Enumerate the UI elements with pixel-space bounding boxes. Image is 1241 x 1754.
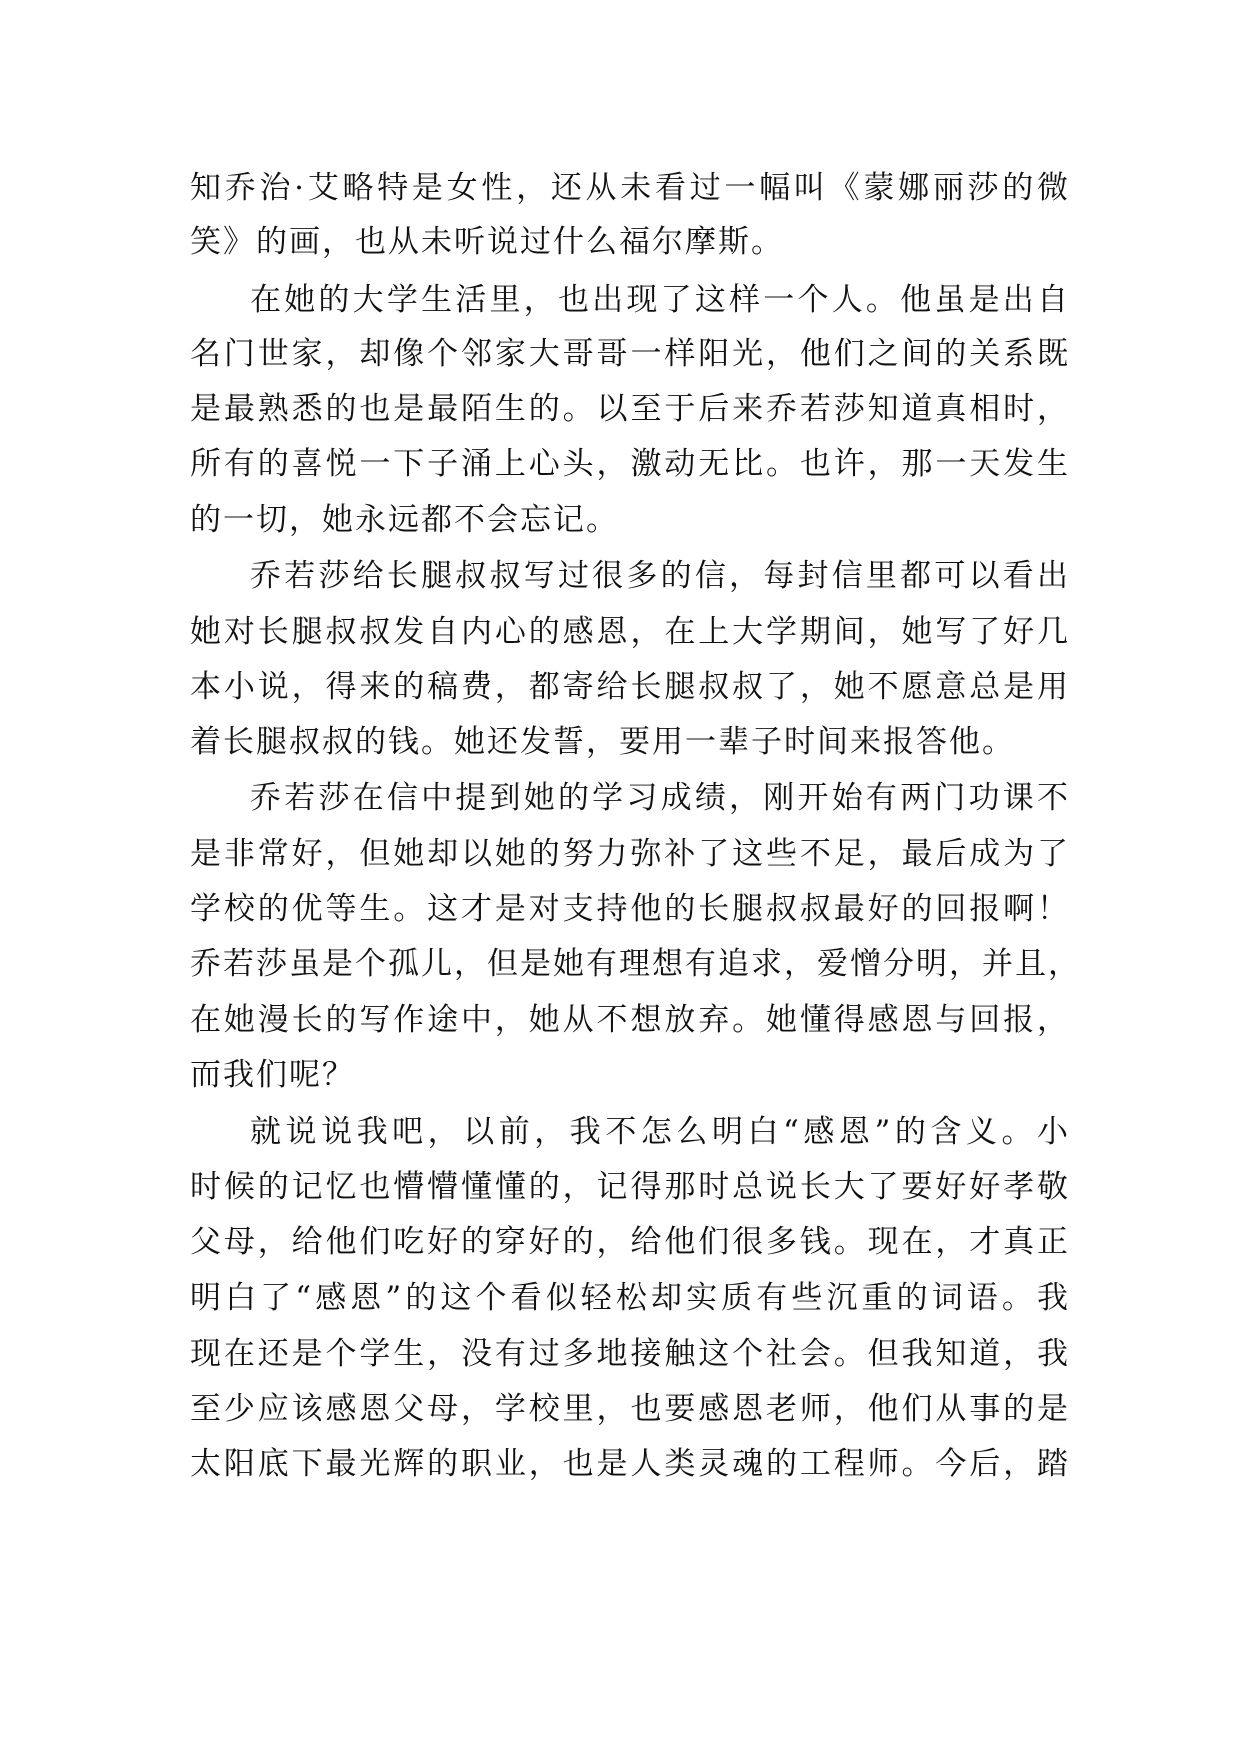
text-line: 所有的喜悦一下子涌上心头，激动无比。也许，那一天发生 [190,446,1070,482]
text-line: 父母，给他们吃好的穿好的，给他们很多钱。现在，才真正 [190,1224,1070,1260]
text-line: 本小说，得来的稿费，都寄给长腿叔叔了，她不愿意总是用 [190,669,1070,705]
text-line-indented: 就说说我吧，以前，我不怎么明白“感恩”的含义。小 [250,1114,1070,1150]
text-line: 是非常好，但她却以她的努力弥补了这些不足，最后成为了 [190,836,1070,872]
text-line: 笑》的画，也从未听说过什么福尔摩斯。 [190,224,784,260]
text-line: 是最熟悉的也是最陌生的。以至于后来乔若莎知道真相时， [190,391,1070,427]
text-line: 知乔治·艾略特是女性，还从未看过一幅叫《蒙娜丽莎的微 [190,170,1070,206]
text-line: 现在还是个学生，没有过多地接触这个社会。但我知道，我 [190,1336,1070,1372]
text-line: 太阳底下最光辉的职业，也是人类灵魂的工程师。今后，踏 [190,1446,1070,1482]
text-line: 乔若莎虽是个孤儿，但是她有理想有追求，爱憎分明，并且， [190,946,1081,982]
text-line: 的一切，她永远都不会忘记。 [190,502,619,538]
text-line-indented: 在她的大学生活里，也出现了这样一个人。他虽是出自 [250,282,1070,318]
text-line: 名门世家，却像个邻家大哥哥一样阳光，他们之间的关系既 [190,336,1070,372]
text-line: 着长腿叔叔的钱。她还发誓，要用一辈子时间来报答他。 [190,724,1015,760]
text-line: 她对长腿叔叔发自内心的感恩，在上大学期间，她写了好几 [190,614,1070,650]
text-line: 时候的记忆也懵懵懂懂的，记得那时总说长大了要好好孝敬 [190,1169,1070,1205]
text-line: 在她漫长的写作途中，她从不想放弃。她懂得感恩与回报， [190,1002,1070,1038]
text-line: 至少应该感恩父母，学校里，也要感恩老师，他们从事的是 [190,1391,1070,1427]
text-line: 而我们呢？ [190,1057,355,1093]
text-line: 明白了“感恩”的这个看似轻松却实质有些沉重的词语。我 [190,1280,1070,1316]
text-line: 学校的优等生。这才是对支持他的长腿叔叔最好的回报啊！ [190,891,1070,927]
text-line-indented: 乔若莎在信中提到她的学习成绩，刚开始有两门功课不 [250,780,1070,816]
text-line-indented: 乔若莎给长腿叔叔写过很多的信，每封信里都可以看出 [250,558,1070,594]
